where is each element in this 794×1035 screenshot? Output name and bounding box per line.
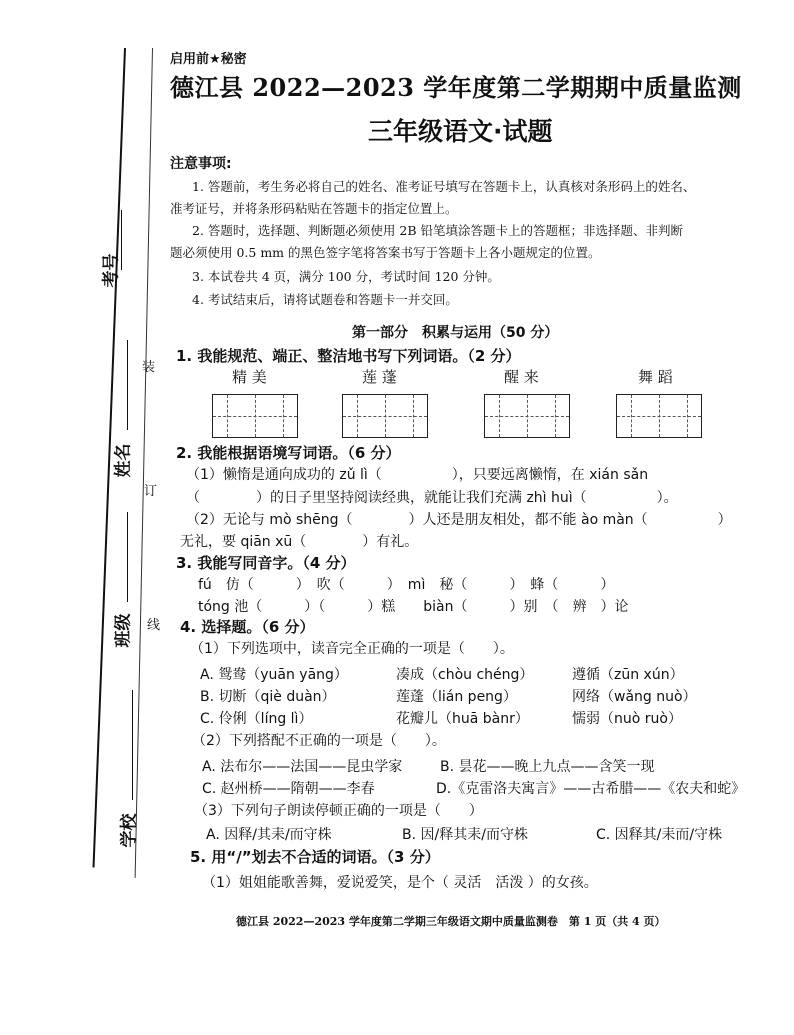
writing-grid-4[interactable]: [616, 394, 702, 438]
exam-number-blank: [121, 210, 122, 270]
writing-grid-2[interactable]: [342, 394, 428, 438]
notice-item-4: 4. 考试结束后，请将试题卷和答题卡一并交回。: [192, 292, 458, 307]
q5-title: 5. 用“/”划去不合适的词语。（3 分）: [190, 848, 440, 866]
class-label: 班级: [113, 613, 134, 648]
q4-2-option-c: C. 赵州桥——隋朝——李春: [202, 781, 375, 797]
notice-item-2: 2. 答题时，选择题、判断题必须使用 2B 铅笔填涂答题卡上的答题框；非选择题、非判断: [192, 223, 683, 238]
writing-grid-3[interactable]: [484, 394, 570, 438]
writing-grid-1[interactable]: [212, 394, 298, 438]
school-label: 学校: [119, 813, 140, 848]
confidential-mark: 启用前★秘密: [170, 52, 247, 67]
q4-option-b-3: 网络（wǎng nuò）: [572, 689, 697, 705]
q4-2-option-d: D.《克雷洛夫寓言》——古希腊——《农夫和蛇》: [436, 781, 746, 797]
q4-2-option-b: B. 昙花——晚上九点——含笑一现: [440, 759, 655, 775]
q4-option-a-2: 凑成（chòu chéng）: [396, 667, 534, 683]
q3-row-1: fú 仿（ ） 吹（ ） mì 秘（ ） 蜂（ ）: [198, 577, 615, 593]
q1-word-2: 莲 蓬: [362, 368, 397, 386]
binding-line-inner: [135, 48, 156, 878]
main-title: 德江县 2022—2023 学年度第二学期期中质量监测: [170, 73, 742, 102]
q5-line-1: （1）姐姐能歌善舞，爱说爱笑，是个（ 灵活 活泼 ）的女孩。: [202, 875, 598, 891]
q4-option-b-2: 莲蓬（lián peng）: [396, 689, 517, 705]
q4-option-c-1: C. 伶俐（líng lì）: [200, 711, 313, 727]
q1-title: 1. 我能规范、端正、整洁地书写下列词语。（2 分）: [176, 347, 521, 365]
q4-option-c-2: 花瓣儿（huā bànr）: [396, 711, 529, 727]
notice-item-1: 1. 答题前，考生务必将自己的姓名、准考证号填写在答题卡上，认真核对条形码上的姓名、: [192, 179, 696, 194]
q4-3-option-a: A. 因释/其耒/而守株: [206, 827, 332, 843]
seal-char-2: 订: [144, 484, 158, 499]
seal-char-1: 装: [142, 360, 156, 375]
page-footer: 德江县 2022—2023 学年度第二学期三年级语文期中质量监测卷 第 1 页（共 4 页）: [236, 915, 666, 928]
exam-number-label: 考号: [101, 253, 122, 288]
subtitle: 三年级语文·试题: [368, 117, 553, 146]
notice-item-2-cont: 题必须使用 0.5 mm 的黑色签字笔将答案书写于答题卡上各小题规定的位置。: [170, 245, 601, 260]
q2-title: 2. 我能根据语境写词语。（6 分）: [176, 444, 401, 462]
q1-word-4: 舞 蹈: [638, 368, 673, 386]
q2-line-1b: （ ）的日子里坚持阅读经典，就能让我们充满 zhì huì（ ）。: [186, 490, 678, 506]
q3-title: 3. 我能写同音字。（4 分）: [176, 554, 356, 572]
q4-3-option-c: C. 因释其/耒而/守株: [596, 827, 723, 843]
q2-line-1a: （1）懒惰是通向成功的 zǔ lì（ ），只要远离懒惰，在 xián sǎn: [186, 467, 649, 483]
notice-title: 注意事项:: [170, 156, 232, 172]
q4-sub-2: （2）下列搭配不正确的一项是（ ）。: [192, 733, 446, 749]
q4-sub-1: （1）下列选项中，读音完全正确的一项是（ ）。: [190, 641, 514, 657]
q4-title: 4. 选择题。（6 分）: [180, 618, 315, 636]
q4-2-option-a: A. 法布尔——法国——昆虫学家: [202, 759, 403, 775]
notice-item-3: 3. 本试卷共 4 页，满分 100 分，考试时间 120 分钟。: [192, 269, 500, 284]
q2-line-2a: （2）无论与 mò shēng（ ）人还是朋友相处，都不能 ào màn（ ）: [186, 512, 732, 528]
q4-option-a-3: 遵循（zūn xún）: [572, 667, 684, 683]
q4-3-option-b: B. 因/释其耒/而守株: [402, 827, 528, 843]
part1-title: 第一部分 积累与运用（50 分）: [352, 325, 559, 341]
q4-option-a-1: A. 鸳鸯（yuān yāng）: [200, 667, 348, 683]
q3-row-2: tóng 池（ ）（ ）糕 biàn（ ）别 （ 辨 ）论: [198, 599, 629, 615]
q2-line-2b: 无礼，要 qiān xū（ ）有礼。: [180, 534, 419, 550]
notice-item-1-cont: 准考证号，并将条形码粘贴在答题卡的指定位置上。: [170, 201, 458, 216]
q4-option-b-1: B. 切断（qiè duàn）: [200, 689, 336, 705]
seal-char-3: 线: [147, 618, 161, 633]
name-label: 姓名: [113, 443, 134, 478]
q4-sub-3: （3）下列句子朗读停顿正确的一项是（ ）: [194, 803, 483, 819]
q1-word-1: 精 美: [232, 368, 267, 386]
class-blank: [127, 512, 128, 602]
q4-option-c-3: 懦弱（nuò ruò）: [572, 711, 682, 727]
school-blank: [132, 690, 133, 800]
name-blank: [127, 340, 128, 430]
q1-word-3: 醒 来: [504, 368, 539, 386]
